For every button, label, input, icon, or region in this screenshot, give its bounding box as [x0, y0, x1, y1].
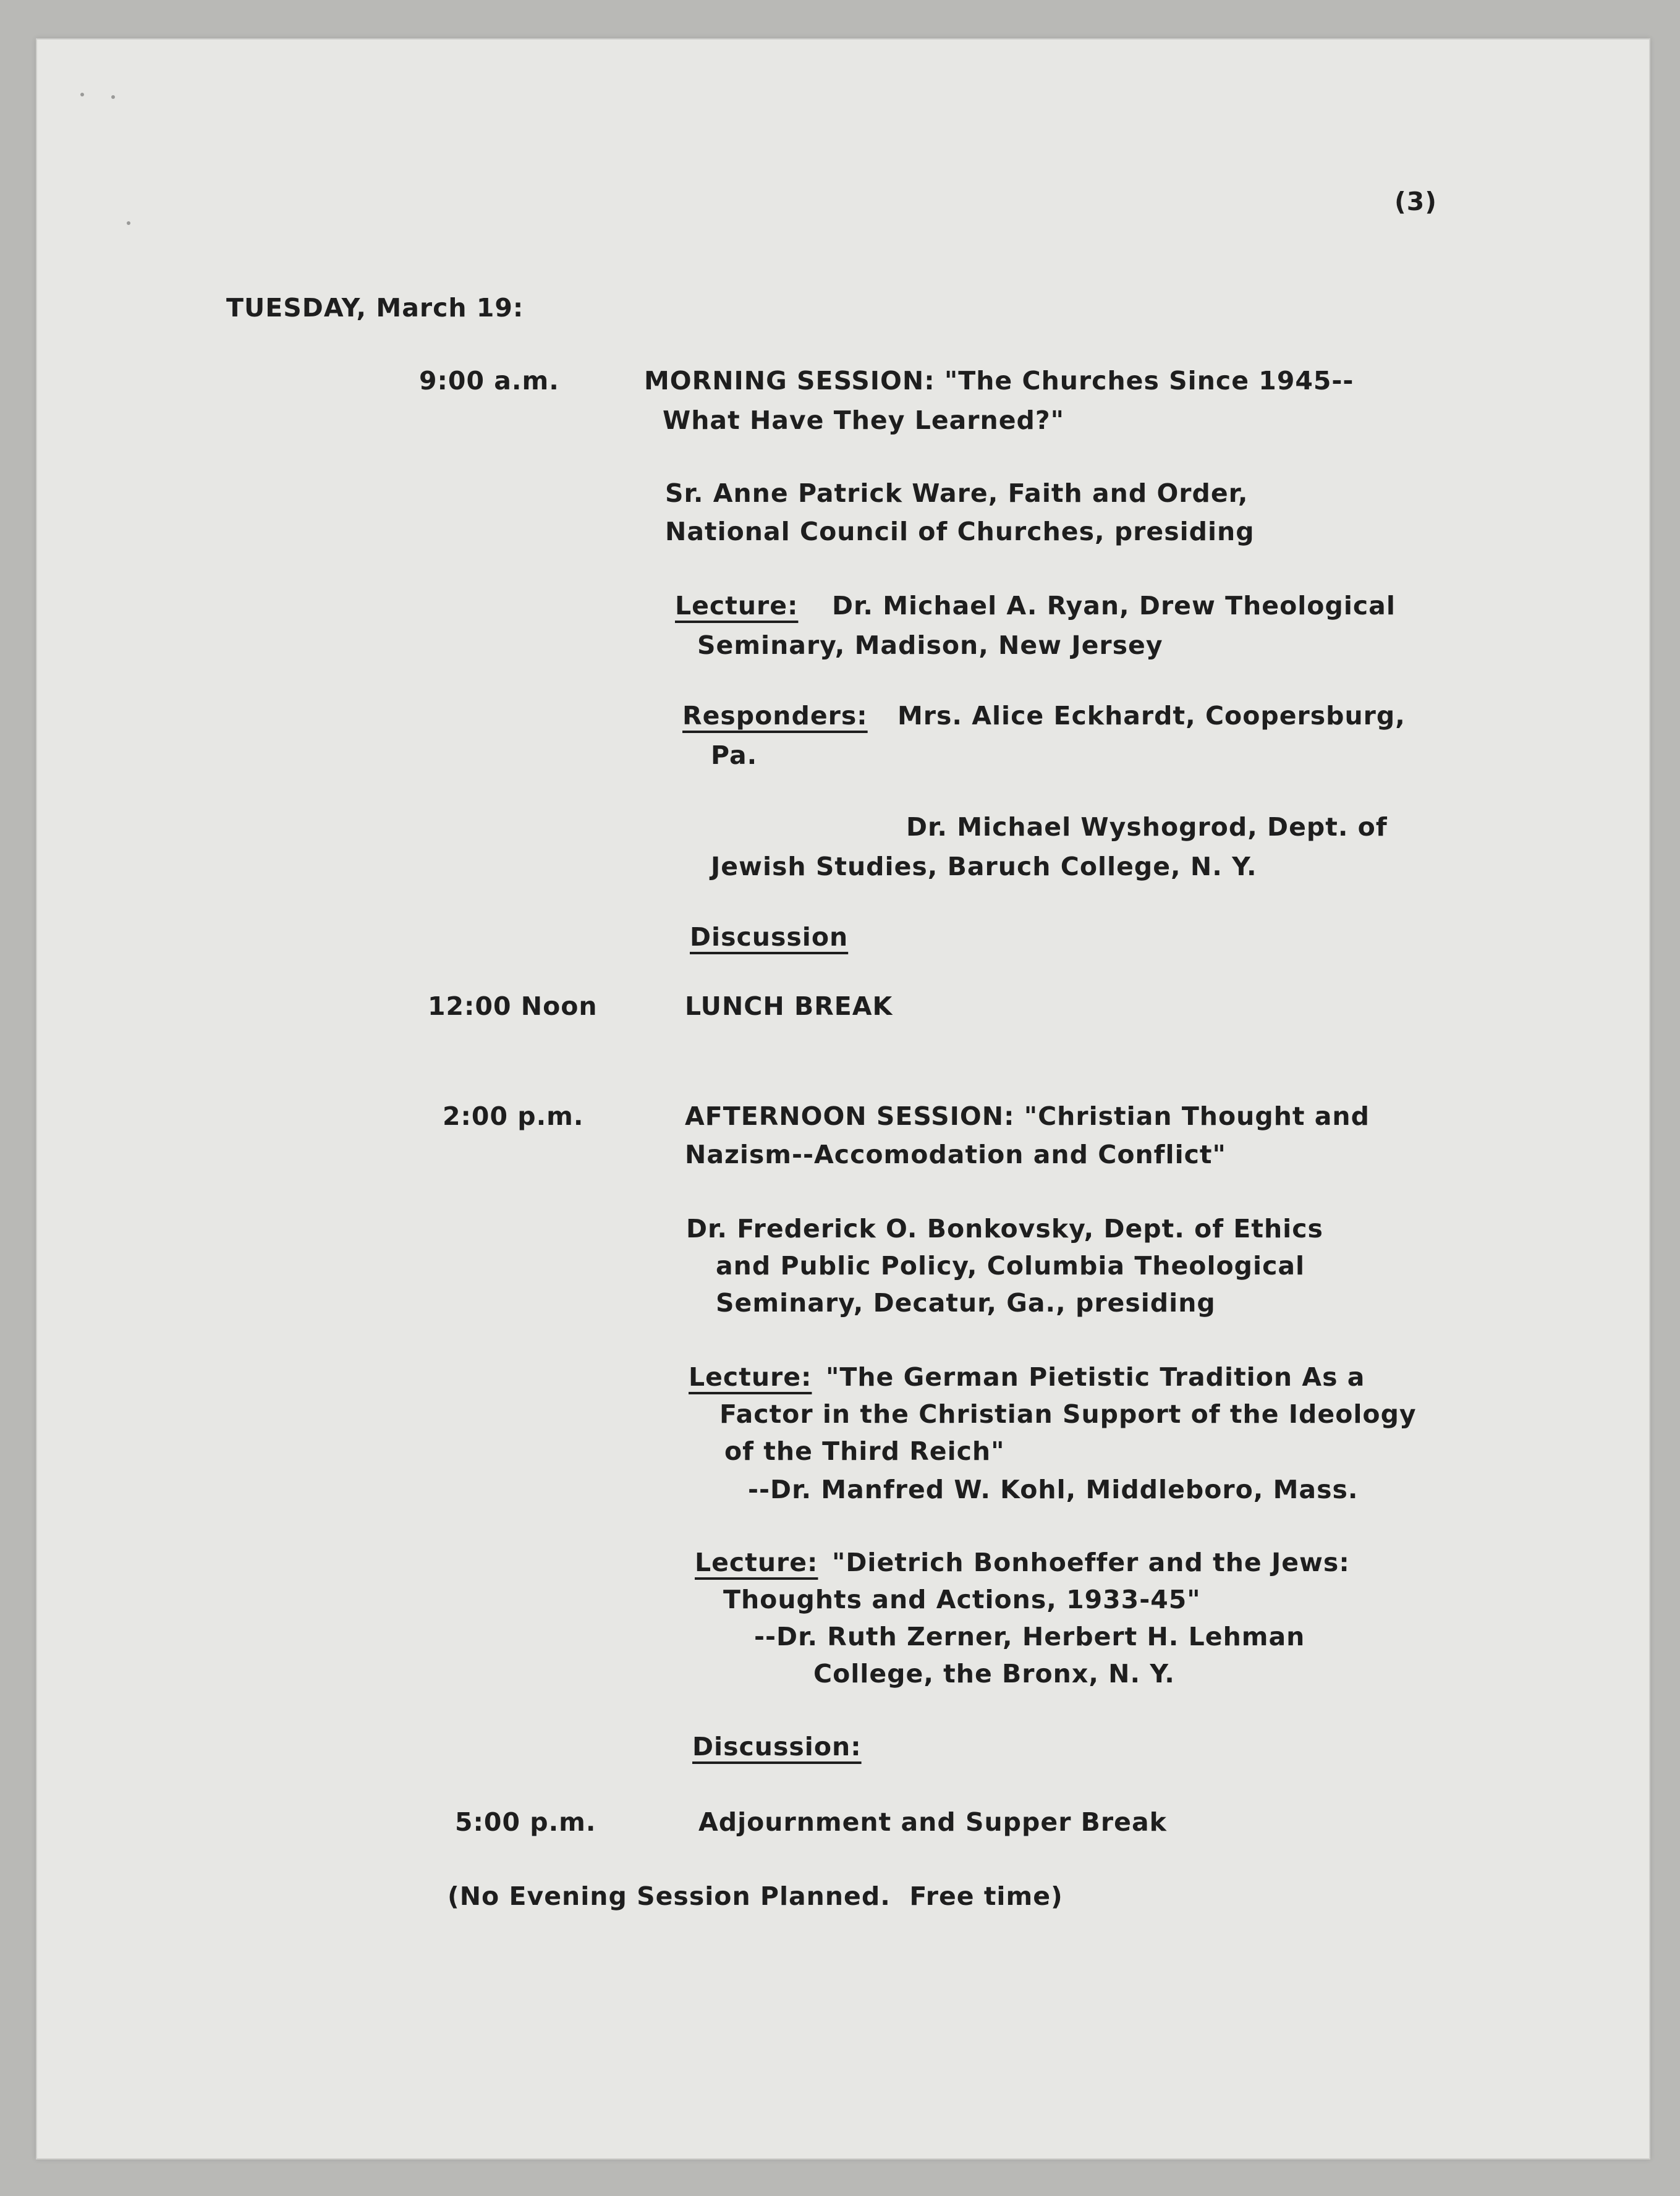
morning-responder-2-line-1: Dr. Michael Wyshogrod, Dept. of: [906, 812, 1388, 842]
afternoon-lecture-1-line-2: Factor in the Christian Support of the Ideology: [719, 1399, 1417, 1429]
lunch-label: LUNCH BREAK: [685, 991, 893, 1021]
afternoon-lecture-2-label: Lecture:: [695, 1548, 818, 1577]
afternoon-title-line-1: AFTERNOON SESSION: "Christian Thought and: [685, 1101, 1370, 1131]
afternoon-time: 2:00 p.m.: [443, 1101, 584, 1131]
afternoon-presiding-line-3: Seminary, Decatur, Ga., presiding: [716, 1288, 1216, 1318]
afternoon-lecture-1-line-4: --Dr. Manfred W. Kohl, Middleboro, Mass.: [748, 1475, 1359, 1504]
afternoon-presiding-line-2: and Public Policy, Columbia Theological: [716, 1251, 1305, 1281]
afternoon-lecture-2-line-2: Thoughts and Actions, 1933-45": [723, 1585, 1201, 1614]
afternoon-title-line-2: Nazism--Accomodation and Conflict": [685, 1140, 1226, 1169]
day-heading: TUESDAY, March 19:: [226, 293, 524, 323]
document-page: [36, 38, 1650, 2160]
evening-note: (No Evening Session Planned. Free time): [448, 1881, 1063, 1911]
afternoon-lecture-2-line-1: "Dietrich Bonhoeffer and the Jews:: [832, 1548, 1350, 1577]
morning-responder-1-line-2: Pa.: [711, 740, 758, 770]
afternoon-lecture-1-label: Lecture:: [689, 1362, 812, 1392]
morning-responder-1-line-1: Mrs. Alice Eckhardt, Coopersburg,: [897, 701, 1406, 731]
afternoon-presiding-line-1: Dr. Frederick O. Bonkovsky, Dept. of Ethics: [686, 1214, 1323, 1244]
morning-lecture-label: Lecture:: [675, 591, 799, 621]
morning-title-line-1: MORNING SESSION: "The Churches Since 1945--: [644, 366, 1354, 396]
morning-title-line-2: What Have They Learned?": [663, 405, 1065, 435]
morning-presiding-line-2: National Council of Churches, presiding: [665, 517, 1255, 546]
morning-time: 9:00 a.m.: [419, 366, 559, 396]
morning-presiding-line-1: Sr. Anne Patrick Ware, Faith and Order,: [665, 478, 1249, 508]
paper-speck: [80, 93, 84, 96]
supper-label: Adjournment and Supper Break: [698, 1807, 1167, 1837]
morning-responder-2-line-2: Jewish Studies, Baruch College, N. Y.: [711, 852, 1257, 881]
afternoon-lecture-2-line-3: --Dr. Ruth Zerner, Herbert H. Lehman: [754, 1622, 1305, 1651]
paper-speck: [127, 221, 130, 225]
lunch-time: 12:00 Noon: [428, 991, 598, 1021]
morning-responders-label: Responders:: [682, 701, 868, 731]
morning-discussion: Discussion: [690, 922, 849, 952]
supper-time: 5:00 p.m.: [455, 1807, 596, 1837]
paper-speck: [111, 95, 115, 99]
afternoon-lecture-2-line-4: College, the Bronx, N. Y.: [813, 1659, 1175, 1689]
afternoon-lecture-1-line-1: "The German Pietistic Tradition As a: [826, 1362, 1365, 1392]
morning-lecture-line-2: Seminary, Madison, New Jersey: [697, 630, 1163, 660]
page-number: (3): [1394, 187, 1438, 216]
afternoon-discussion: Discussion:: [692, 1732, 862, 1761]
afternoon-lecture-1-line-3: of the Third Reich": [724, 1436, 1005, 1466]
morning-lecture-line-1: Dr. Michael A. Ryan, Drew Theological: [832, 591, 1396, 621]
